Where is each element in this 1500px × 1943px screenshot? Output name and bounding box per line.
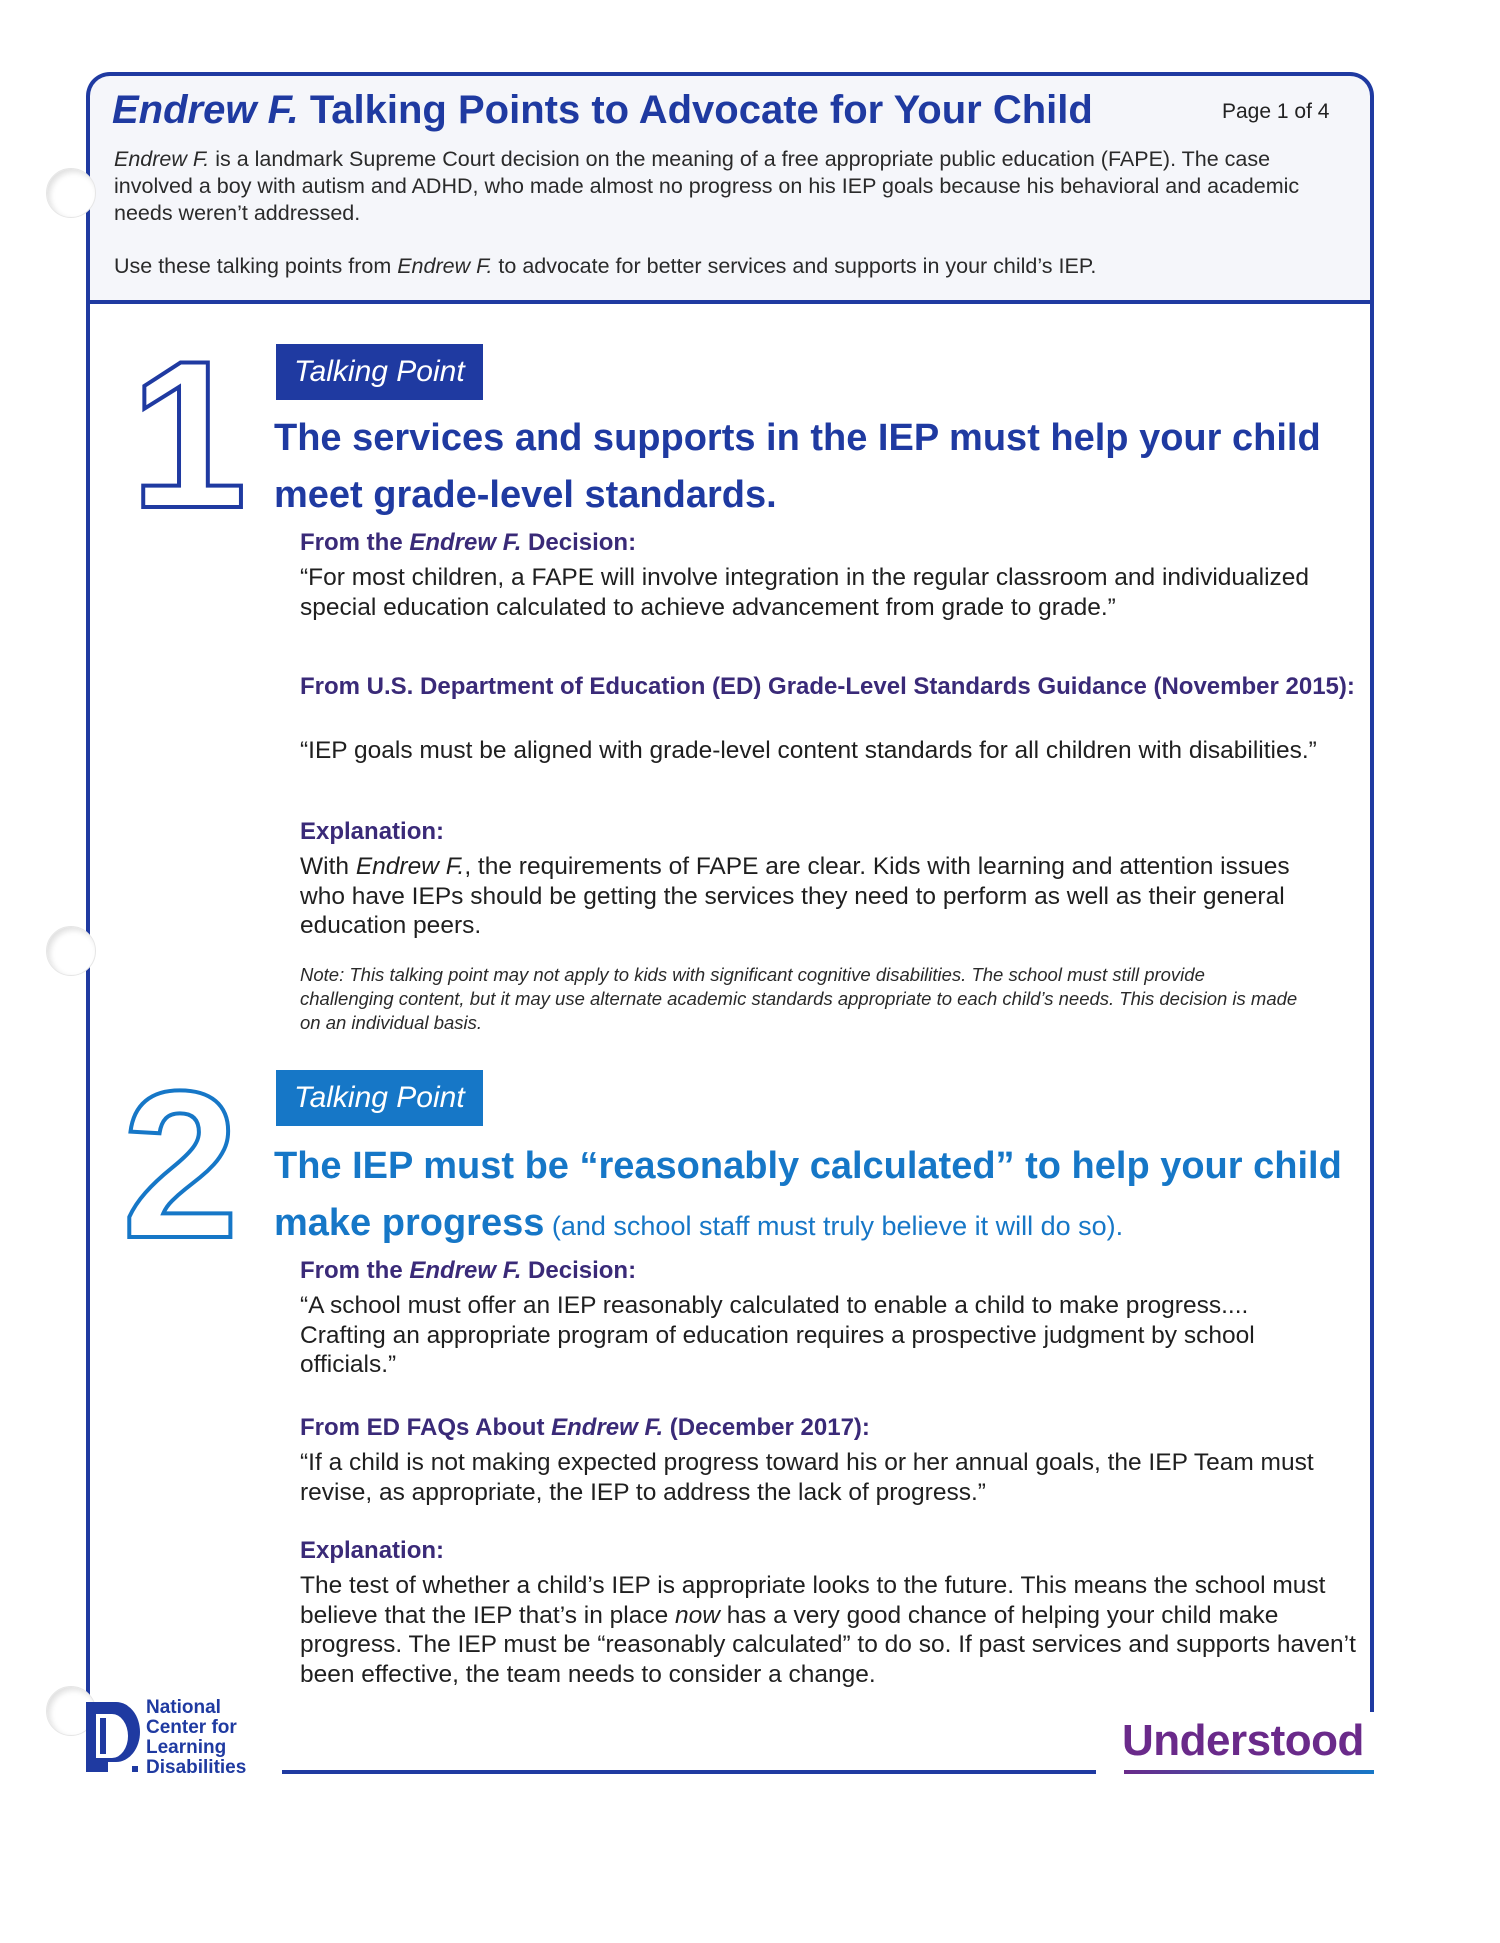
ncld-logo [86, 1698, 140, 1776]
header-divider [88, 300, 1372, 304]
point-2-decision-quote: “A school must offer an IEP reasonably calculated to enable a child to make progress.... Crafting an appropriate program of education requires a prospective judgment by school officials.” [300, 1292, 1255, 1378]
intro-paragraph: Endrew F. is a landmark Supreme Court decision on the meaning of a free appropriate public education (FAPE). The case involved a boy with autism and ADHD, who made almost no progress on his IEP goals because his behavioral and academic needs weren’t addressed. [114, 147, 1300, 225]
page-number: Page 1 of 4 [1222, 100, 1330, 123]
point-1-explanation-text: With Endrew F., the requirements of FAPE are clear. Kids with learning and attention issues who have IEPs should be getting the services they need to perform as well as their general education peers. [300, 853, 1290, 939]
point-1-note: Note: This talking point may not apply to kids with significant cognitive disabilities. The school must still provide challenging content, but it may use alternate academic standards appropriate to each child’s needs. This decision is made on an individual basis. [300, 964, 1298, 1033]
talking-point-label-2: Talking Point [276, 1070, 483, 1126]
point-2-explanation-text: The test of whether a child’s IEP is appropriate looks to the future. This means the school must believe that the IEP that’s in place now has a very good chance of helping your child make progress. The IEP must be “reasonably calculated” to do so. If past services and supports haven’t been effective, the team needs to consider a change. [300, 1572, 1356, 1688]
understood-underline [1124, 1770, 1374, 1774]
footer-rule [282, 1770, 1096, 1774]
understood-logo: Understood [1122, 1716, 1364, 1765]
point-2-faq-quote: “If a child is not making expected progress toward his or her annual goals, the IEP Team must revise, as appropriate, the IEP to address the lack of progress.” [300, 1449, 1314, 1506]
page-title: Endrew F. Talking Points to Advocate for Your Child [112, 88, 1093, 132]
point-number-2: 2 [122, 1047, 239, 1282]
ncld-wordmark: National Center for Learning Disabilities [146, 1697, 247, 1778]
point-1-guidance-quote: “IEP goals must be aligned with grade-level content standards for all children with disabilities.” [300, 737, 1317, 764]
punch-hole-middle [46, 926, 96, 976]
usage-line: Use these talking points from Endrew F. to advocate for better services and supports in your child’s IEP. [114, 254, 1097, 278]
point-1-explanation-title: Explanation: [300, 818, 445, 845]
point-1-decision-quote: “For most children, a FAPE will involve integration in the regular classroom and individualized special education calculated to achieve advancement from grade to grade.” [300, 564, 1310, 621]
point-2-explanation-title: Explanation: [300, 1537, 445, 1564]
punch-hole-top [46, 168, 96, 218]
point-1-decision-title: From the Endrew F. Decision: [300, 529, 637, 556]
point-1-guidance-title: From U.S. Department of Education (ED) Grade-Level Standards Guidance (November 2015): [300, 673, 1355, 700]
point-1-heading: The services and supports in the IEP must help your child meet grade-level standards. [274, 417, 1321, 516]
point-number-1: 1 [130, 317, 247, 552]
talking-point-label-1: Talking Point [276, 344, 483, 400]
point-2-heading: The IEP must be “reasonably calculated” to help your child make progress (and school staff must truly believe it will do so). [274, 1145, 1342, 1244]
point-2-decision-title: From the Endrew F. Decision: [300, 1257, 637, 1284]
point-2-faq-title: From ED FAQs About Endrew F. (December 2017): [300, 1414, 870, 1441]
